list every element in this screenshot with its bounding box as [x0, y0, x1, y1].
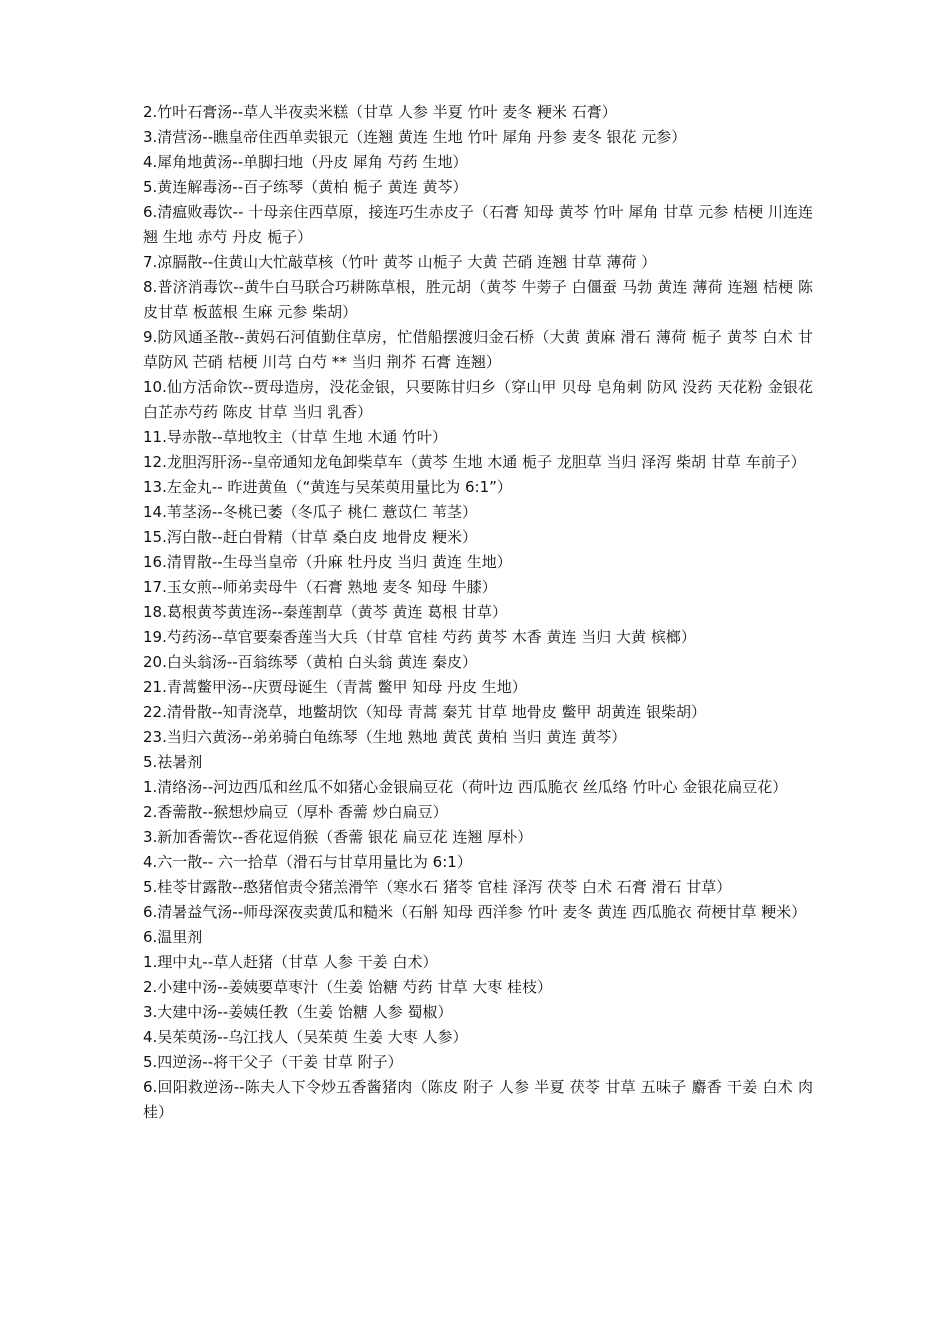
- text-line: 6.清暑益气汤--师母深夜卖黄瓜和糙米（石斛 知母 西洋参 竹叶 麦冬 黄连 西瓜脆衣 荷梗甘草 粳米）: [143, 903, 807, 921]
- text-line: 18.葛根黄芩黄连汤--秦莲割草（黄芩 黄连 葛根 甘草）: [143, 603, 507, 621]
- section-heading: 5.祛暑剂: [143, 753, 203, 771]
- text-line: 5.黄连解毒汤--百子练琴（黄柏 栀子 黄连 黄芩）: [143, 178, 468, 196]
- text-line: 1.清络汤--河边西瓜和丝瓜不如猪心金银扁豆花（荷叶边 西瓜脆衣 丝瓜络 竹叶心 金银花扁豆花）: [143, 778, 788, 796]
- text-line: 16.清胃散--生母当皇帝（升麻 牡丹皮 当归 黄连 生地）: [143, 553, 512, 571]
- text-line: 4.吴茱萸汤--乌江找人（吴茱萸 生姜 大枣 人参）: [143, 1028, 468, 1046]
- text-line: 23.当归六黄汤--弟弟骑白龟练琴（生地 熟地 黄芪 黄柏 当归 黄连 黄芩）: [143, 728, 627, 746]
- text-line: 6.回阳救逆汤--陈夫人下令炒五香酱猪肉（陈皮 附子 人参 半夏 茯苓 甘草 五味子 麝香 干姜 白术 肉桂）: [143, 1078, 813, 1121]
- text-line: 22.清骨散--知青浇草，地鳖胡饮（知母 青蒿 秦艽 甘草 地骨皮 鳖甲 胡黄连 银柴胡）: [143, 703, 707, 721]
- text-line: 5.四逆汤--将干父子（干姜 甘草 附子）: [143, 1053, 403, 1071]
- text-line: 20.白头翁汤--百翁练琴（黄柏 白头翁 黄连 秦皮）: [143, 653, 477, 671]
- document-body: [143, 100, 813, 1125]
- text-line: 12.龙胆泻肝汤--皇帝通知龙龟卸柴草车（黄芩 生地 木通 栀子 龙胆草 当归 泽泻 柴胡 甘草 车前子）: [143, 453, 806, 471]
- text-line: 3.大建中汤--姜姨任教（生姜 饴糖 人参 蜀椒）: [143, 1003, 453, 1021]
- text-line: 6.清瘟败毒饮-- 十母亲住西草原，接连巧生赤皮子（石膏 知母 黄芩 竹叶 犀角 甘草 元参 桔梗 川连连翘 生地 赤芍 丹皮 栀子）: [143, 203, 813, 246]
- text-line: 5.桂苓甘露散--憨猪倌责令猪羔滑竿（寒水石 猪苓 官桂 泽泻 茯苓 白术 石膏 滑石 甘草）: [143, 878, 732, 896]
- text-line: 8.普济消毒饮--黄牛白马联合巧耕陈草根，胜元胡（黄芩 牛蒡子 白僵蚕 马勃 黄连 薄荷 连翘 桔梗 陈皮甘草 板蓝根 生麻 元参 柴胡）: [143, 278, 813, 321]
- text-line: 14.苇茎汤--冬桃已萎（冬瓜子 桃仁 薏苡仁 苇茎）: [143, 503, 477, 521]
- text-line: 3.清营汤--瞧皇帝住西单卖银元（连翘 黄连 生地 竹叶 犀角 丹参 麦冬 银花 元参）: [143, 128, 687, 146]
- text-line: 7.凉膈散--住黄山大忙敲草核（竹叶 黄芩 山栀子 大黄 芒硝 连翘 甘草 薄荷 ）: [143, 253, 657, 271]
- text-line: 2.竹叶石膏汤--草人半夜卖米糕（甘草 人参 半夏 竹叶 麦冬 粳米 石膏）: [143, 103, 617, 121]
- text-line: 15.泻白散--赶白骨精（甘草 桑白皮 地骨皮 粳米）: [143, 528, 477, 546]
- text-line: 13.左金丸-- 昨进黄鱼（“黄连与吴茱萸用量比为 6:1”）: [143, 478, 512, 496]
- text-line: 1.理中丸--草人赶猪（甘草 人参 干姜 白术）: [143, 953, 438, 971]
- text-line: 19.芍药汤--草官要秦香莲当大兵（甘草 官桂 芍药 黄芩 木香 黄连 当归 大黄 槟榔）: [143, 628, 696, 646]
- text-line: 2.小建中汤--姜姨要草枣汁（生姜 饴糖 芍药 甘草 大枣 桂枝）: [143, 978, 552, 996]
- text-line: 2.香薷散--猴想炒扁豆（厚朴 香薷 炒白扁豆）: [143, 803, 448, 821]
- text-line: 10.仙方活命饮--贾母造房，没花金银，只要陈甘归乡（穿山甲 贝母 皂角刺 防风 没药 天花粉 金银花 白芷赤芍药 陈皮 甘草 当归 乳香）: [143, 378, 813, 421]
- text-line: 4.犀角地黄汤--单脚扫地（丹皮 犀角 芍药 生地）: [143, 153, 468, 171]
- text-line: 17.玉女煎--师弟卖母牛（石膏 熟地 麦冬 知母 牛膝）: [143, 578, 497, 596]
- text-line: 11.导赤散--草地牧主（甘草 生地 木通 竹叶）: [143, 428, 447, 446]
- text-line: 3.新加香薷饮--香花逗俏猴（香薷 银花 扁豆花 连翘 厚朴）: [143, 828, 533, 846]
- section-heading: 6.温里剂: [143, 928, 203, 946]
- text-line: 4.六一散-- 六一拾草（滑石与甘草用量比为 6:1）: [143, 853, 472, 871]
- text-line: 9.防风通圣散--黄妈石河值勤住草房，忙借船摆渡归金石桥（大黄 黄麻 滑石 薄荷 栀子 黄芩 白术 甘草防风 芒硝 桔梗 川芎 白芍 ** 当归 荆芥 石膏 连翘）: [143, 328, 813, 371]
- text-line: 21.青蒿鳖甲汤--庆贾母诞生（青蒿 鳖甲 知母 丹皮 生地）: [143, 678, 527, 696]
